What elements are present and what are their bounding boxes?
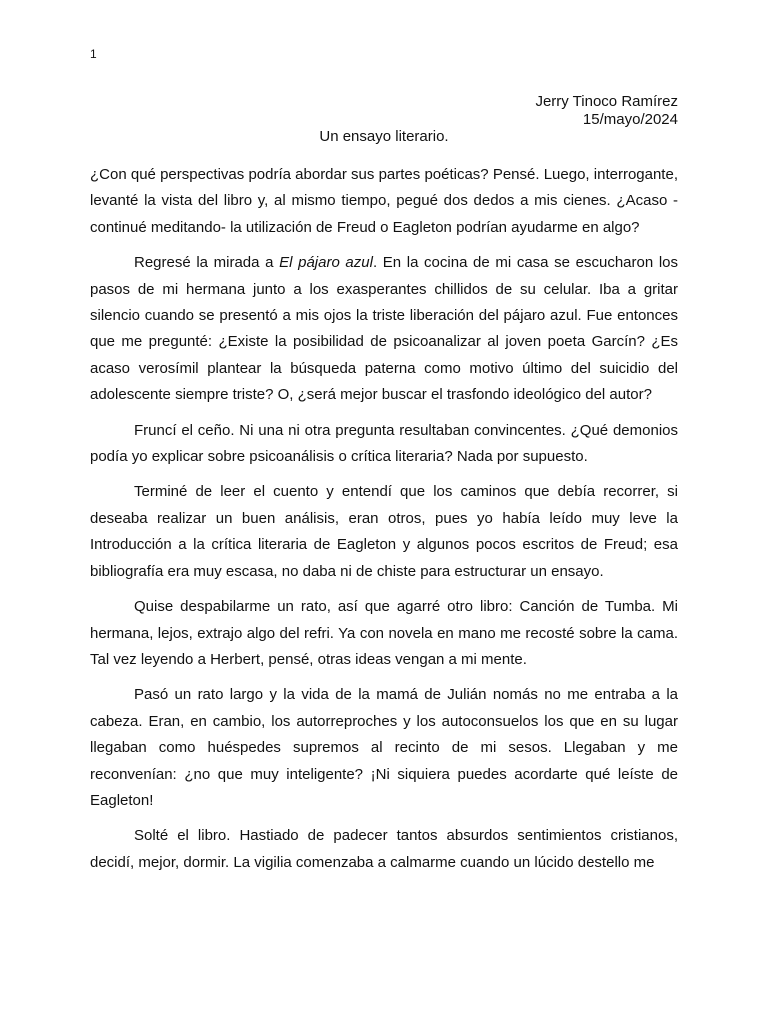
essay-body [90, 162, 678, 876]
paragraph-6: Pasó un rato largo y la vida de la mamá de Julián nomás no me entraba a la cabeza. Eran, en cambio, los autorreproches y los autoconsuelos los que en su lugar llegaban como huéspedes supremos al recinto de mi sesos. Llegaban y me reconvenían: ¿no que muy inteligente? ¡Ni siquiera puedes acordarte qué leíste de Eagleton! [90, 686, 678, 809]
paragraph-2 [90, 250, 678, 408]
paragraph-5: Quise despabilarme un rato, así que agarré otro libro: Canción de Tumba. Mi hermana, lejos, extrajo algo del refri. Ya con novela en mano me recosté sobre la cama. Tal vez leyendo a Herbert, pensé, otras ideas vengan a mi mente. [90, 598, 678, 668]
document-date: 15/mayo/2024 [582, 111, 678, 128]
document-header [535, 93, 678, 129]
author-name: Jerry Tinoco Ramírez [535, 93, 678, 110]
paragraph-7: Solté el libro. Hastiado de padecer tantos absurdos sentimientos cristianos, decidí, mejor, dormir. La vigilia comenzaba a calmarme cuando un lúcido destello me [90, 827, 678, 871]
paragraph-3: Fruncí el ceño. Ni una ni otra pregunta resultaban convincentes. ¿Qué demonios podía yo explicar sobre psicoanálisis o crítica literaria? Nada por supuesto. [90, 421, 678, 466]
essay-title: Un ensayo literario. [319, 128, 449, 145]
book-title-italic: El pájaro azul [279, 254, 373, 272]
paragraph-4: Terminé de leer el cuento y entendí que los caminos que debía recorrer, si deseaba realizar un buen análisis, eran otros, pues yo había leído muy leve la Introducción a la crítica literaria de Eagleton y algunos pocos escritos de Freud; esa bibliografía era muy escasa, no daba ni de chiste para estructurar un ensayo. [90, 483, 678, 580]
paragraph-1: ¿Con qué perspectivas podría abordar sus partes poéticas? Pensé. Luego, interrogante, levanté la vista del libro y, al mismo tiempo, pegué dos dedos a mis cienes. ¿Acaso -continué meditando- la utilización de Freud o Eagleton podrían ayudarme en algo? [90, 166, 678, 236]
page-number: 1 [90, 47, 97, 61]
paragraph-2-rest: . En la cocina de mi casa se escucharon los pasos de mi hermana junto a los exasperantes chillidos de su celular. Iba a gritar silencio cuando se presentó a mis ojos la triste liberación del pájaro azul. Fue entonces que me pregunté: ¿Existe la posibilidad de psicoanalizar al joven poeta Garcín? ¿Es acaso verosímil plantear la búsqueda paterna como motivo último del suicidio del adolescente siempre triste? O, ¿será mejor buscar el trasfondo ideológico del autor? [90, 254, 679, 404]
paragraph-2-start: Regresé la mirada a [134, 254, 280, 272]
